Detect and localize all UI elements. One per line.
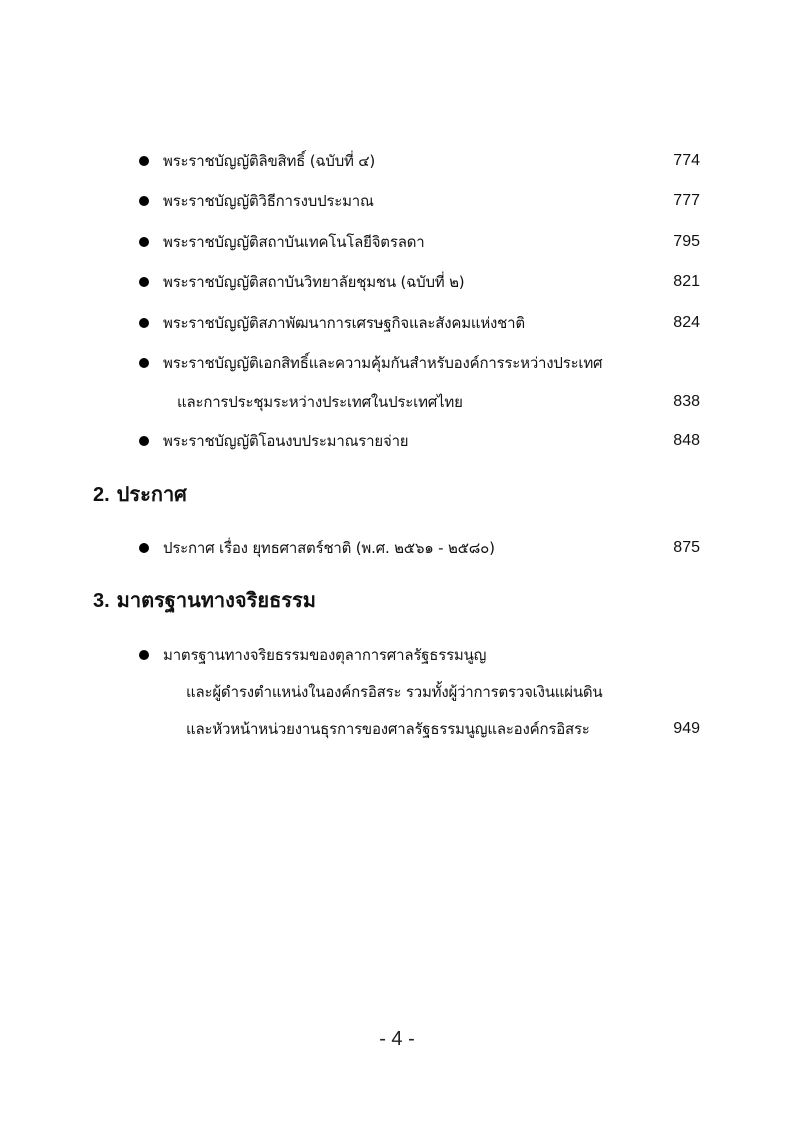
toc-entry-page: 848 — [673, 432, 700, 449]
toc-entry-title: พระราชบัญญัติสถาบันเทคโนโลยีจิตรลดา — [163, 233, 425, 251]
toc-entry-page: 875 — [673, 539, 700, 556]
bullet-icon — [139, 543, 149, 553]
bullet-icon — [139, 237, 149, 247]
toc-entry-continuation[interactable] — [0, 389, 794, 415]
toc-entry-title-line2: และการประชุมระหว่างประเทศในประเทศไทย — [177, 393, 463, 411]
toc-entry-title-line2: และผู้ดำรงตำแหน่งในองค์กรอิสระ รวมทั้งผู้ว่าการตรวจเงินแผ่นดิน — [186, 683, 603, 701]
toc-entry[interactable] — [0, 535, 794, 561]
toc-entry-title: พระราชบัญญัติวิธีการงบประมาณ — [163, 192, 374, 210]
toc-entry[interactable] — [0, 428, 794, 454]
page-number-footer: - 4 - — [379, 1028, 415, 1050]
bullet-icon — [139, 650, 149, 660]
section-number: 3. — [93, 590, 110, 612]
toc-entry[interactable] — [0, 188, 794, 214]
toc-entry-title: พระราชบัญญัติสถาบันวิทยาลัยชุมชน (ฉบับที่ ๒) — [163, 273, 465, 291]
section-title: มาตรฐานทางจริยธรรม — [116, 588, 316, 612]
toc-entry-title: พระราชบัญญัติสภาพัฒนาการเศรษฐกิจและสังคมแห่งชาติ — [163, 314, 525, 332]
toc-entry-title-line1: พระราชบัญญัติเอกสิทธิ์และความคุ้มกันสำหรับองค์การระหว่างประเทศ — [163, 354, 603, 372]
bullet-icon — [139, 318, 149, 328]
toc-entry-title: พระราชบัญญัติโอนงบประมาณรายจ่าย — [163, 432, 409, 450]
toc-entry[interactable] — [0, 229, 794, 255]
toc-entry[interactable] — [0, 148, 794, 174]
bullet-icon — [139, 277, 149, 287]
toc-entry-page: 774 — [673, 152, 700, 169]
toc-entry-page: 838 — [673, 393, 700, 410]
toc-entry-continuation[interactable] — [0, 679, 794, 705]
section-title: ประกาศ — [116, 482, 187, 506]
bullet-icon — [139, 196, 149, 206]
toc-entry[interactable] — [0, 642, 794, 668]
toc-entry-page: 777 — [673, 192, 700, 209]
bullet-icon — [139, 358, 149, 368]
toc-entry-title-line3: และหัวหน้าหน่วยงานธุรการของศาลรัฐธรรมนูญและองค์กรอิสระ — [186, 720, 590, 738]
toc-entry-page: 824 — [673, 314, 700, 331]
toc-entry-continuation[interactable] — [0, 716, 794, 742]
toc-entry[interactable] — [0, 269, 794, 295]
bullet-icon — [139, 436, 149, 446]
section-heading-announcements — [93, 480, 187, 509]
toc-entry-page: 795 — [673, 233, 700, 250]
toc-entry[interactable] — [0, 350, 794, 376]
bullet-icon — [139, 156, 149, 166]
toc-entry-page: 949 — [673, 720, 700, 737]
toc-entry[interactable] — [0, 310, 794, 336]
toc-entry-title-line1: มาตรฐานทางจริยธรรมของตุลาการศาลรัฐธรรมนูญ — [163, 646, 487, 664]
section-heading-ethics — [93, 586, 316, 615]
section-number: 2. — [93, 484, 110, 506]
toc-entry-page: 821 — [673, 273, 700, 290]
toc-entry-title: ประกาศ เรื่อง ยุทธศาสตร์ชาติ (พ.ศ. ๒๕๖๑ - ๒๕๘๐) — [163, 539, 495, 557]
toc-entry-title: พระราชบัญญัติลิขสิทธิ์ (ฉบับที่ ๔) — [163, 152, 376, 170]
